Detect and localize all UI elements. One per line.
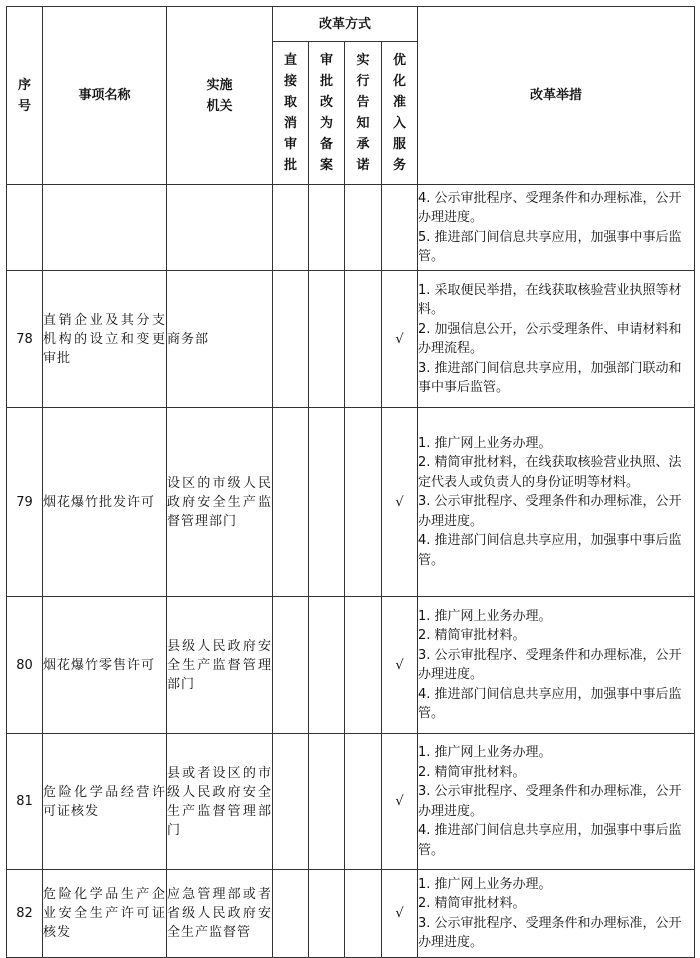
measure-item: 1. 推广网上业务办理。: [418, 745, 552, 760]
row-method-commitment: [345, 734, 382, 870]
row-method-commitment: [345, 185, 382, 271]
table-row: [7, 870, 695, 958]
row-seq: 82: [7, 870, 43, 958]
row-method-commitment: [345, 271, 382, 408]
row-method-optimize: √: [382, 870, 418, 958]
header-method-cancel: 直接取消审批: [273, 42, 309, 185]
row-agency: 县或者设区的市级人民政府安全生产监督管理部门: [167, 734, 273, 870]
row-method-cancel: [273, 870, 309, 958]
row-name: 烟花爆竹批发许可: [43, 408, 167, 597]
row-seq: 80: [7, 597, 43, 734]
row-agency: 商务部: [167, 271, 273, 408]
measure-item: 4. 公示审批程序、受理条件和办理标准，公开办理进度。: [418, 190, 682, 225]
measure-item: 1. 采取便民举措，在线获取核验营业执照等材料。: [418, 282, 682, 317]
measure-item: 3. 公示审批程序、受理条件和办理标准，公开办理进度。: [418, 647, 682, 682]
measure-item: 2. 加强信息公开，公示受理条件、申请材料和办理流程。: [418, 321, 682, 356]
measure-item: 1. 推广网上业务办理。: [418, 876, 552, 892]
measure-item: 4. 推进部门间信息共享应用，加强事中事后监管。: [418, 686, 682, 721]
table-row: [7, 271, 695, 408]
row-method-filing: [309, 734, 345, 870]
header-name: 事项名称: [43, 7, 167, 185]
row-method-optimize: √: [382, 597, 418, 734]
row-method-cancel: [273, 408, 309, 597]
measure-item: 2. 精简审批材料。: [418, 764, 526, 780]
table-row: [7, 185, 695, 271]
header-measures: 改革举措: [418, 7, 695, 185]
measure-item: 3. 公示审批程序、受理条件和办理标准，公开办理进度。: [418, 915, 682, 950]
measure-item: 5. 推进部门间信息共享应用，加强事中事后监管。: [418, 229, 682, 264]
measure-item: 2. 精简审批材料，在线获取核验营业执照、法定代表人或负责人的身份证明等材料。: [418, 455, 682, 490]
measure-item: 1. 推广网上业务办理。: [418, 435, 552, 451]
row-measures: [418, 271, 695, 408]
row-method-optimize: √: [382, 408, 418, 597]
row-method-filing: [309, 185, 345, 271]
row-method-filing: [309, 408, 345, 597]
measure-item: 2. 精简审批材料。: [418, 628, 526, 643]
measure-item: 1. 推广网上业务办理。: [418, 608, 552, 624]
header-seq: 序号: [7, 7, 43, 185]
header-method-filing: 审批改为备案: [309, 42, 345, 185]
table-row: [7, 408, 695, 597]
row-method-cancel: [273, 185, 309, 271]
measure-item: 3. 推进部门间信息共享应用，加强部门联动和事中事后监管。: [418, 360, 682, 395]
measure-item: 4. 推进部门间信息共享应用，加强事中事后监管。: [418, 823, 682, 858]
header-method-commitment: 实行告知承诺: [345, 42, 382, 185]
row-method-cancel: [273, 597, 309, 734]
row-method-filing: [309, 870, 345, 958]
row-method-commitment: [345, 408, 382, 597]
row-agency: 应急管理部或者省级人民政府安全生产监督管: [167, 870, 273, 958]
row-seq: 78: [7, 271, 43, 408]
row-seq: [7, 185, 43, 271]
row-agency: 设区的市级人民政府安全生产监督管理部门: [167, 408, 273, 597]
row-method-commitment: [345, 597, 382, 734]
measure-item: 3. 公示审批程序、受理条件和办理标准，公开办理进度。: [418, 494, 682, 529]
row-measures: [418, 870, 695, 958]
row-name: 直销企业及其分支机构的设立和变更审批: [43, 271, 167, 408]
row-method-commitment: [345, 870, 382, 958]
row-seq: 79: [7, 408, 43, 597]
row-method-filing: [309, 597, 345, 734]
header-method-group: 改革方式: [273, 7, 418, 42]
row-method-filing: [309, 271, 345, 408]
row-seq: 81: [7, 734, 43, 870]
row-measures: [418, 597, 695, 734]
row-name: [43, 185, 167, 271]
header-agency: 实施机关: [167, 7, 273, 185]
row-method-optimize: √: [382, 271, 418, 408]
row-measures: [418, 408, 695, 597]
table-row: [7, 734, 695, 870]
row-method-cancel: [273, 271, 309, 408]
row-agency: [167, 185, 273, 271]
measure-item: 2. 精简审批材料。: [418, 896, 526, 911]
table-row: [7, 597, 695, 734]
header-method-optimize: 优化准入服务: [382, 42, 418, 185]
row-name: 危险化学品经营许可证核发: [43, 734, 167, 870]
row-name: 烟花爆竹零售许可: [43, 597, 167, 734]
row-method-optimize: √: [382, 734, 418, 870]
reform-table: [6, 6, 695, 958]
measure-item: 3. 公示审批程序、受理条件和办理标准，公开办理进度。: [418, 784, 682, 819]
measure-item: 4. 推进部门间信息共享应用，加强事中事后监管。: [418, 533, 682, 568]
row-measures: [418, 185, 695, 271]
row-measures: [418, 734, 695, 870]
row-name: 危险化学品生产企业安全生产许可证核发: [43, 870, 167, 958]
row-method-cancel: [273, 734, 309, 870]
row-agency: 县级人民政府安全生产监督管理部门: [167, 597, 273, 734]
row-method-optimize: [382, 185, 418, 271]
